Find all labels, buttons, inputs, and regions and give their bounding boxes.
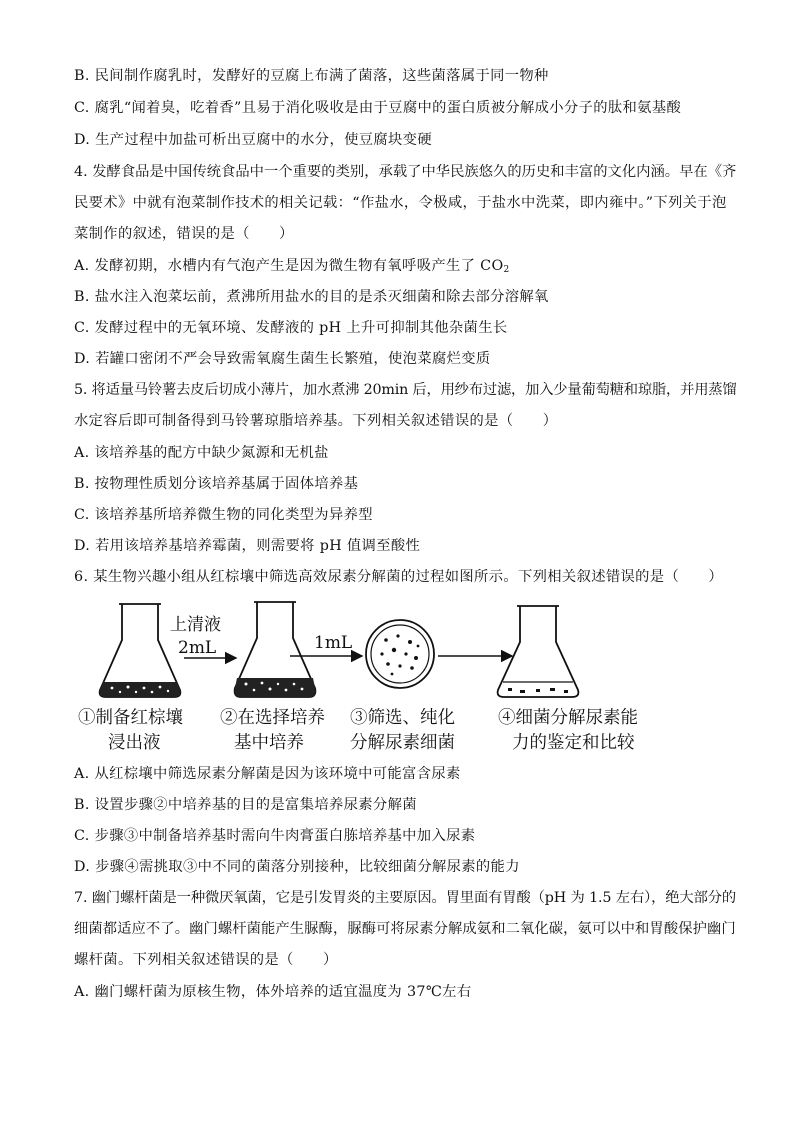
q7-option-a: A. 幽门螺杆菌为原核生物，体外培养的适宜温度为 37℃左右 (74, 984, 472, 1000)
step-2-caption-line-1: ②在选择培养 (220, 708, 325, 728)
q7-stem-line-1: 7. 幽门螺杆菌是一种微厌氧菌，它是引发胃炎的主要原因。胃里面有胃酸（pH 为 1.5 左右），绝大部分的 (74, 890, 737, 906)
flask-1-icon (100, 604, 181, 697)
petri-dish-icon (366, 620, 434, 688)
arrow-1-label-bottom: 2mL (178, 638, 217, 658)
q3-option-b: B. 民间制作腐乳时，发酵好的豆腐上布满了菌落，这些菌落属于同一物种 (74, 68, 549, 84)
q5-option-b: B. 按物理性质划分该培养基属于固体培养基 (74, 476, 359, 492)
step-3-caption-line-2: 分解尿素细菌 (350, 733, 455, 753)
flask-4-icon (498, 606, 579, 697)
q7-stem-line-2: 细菌都适应不了。幽门螺杆菌能产生脲酶，脲酶可将尿素分解成氨和二氧化碳，氨可以中和胃酸保护幽门 (74, 921, 736, 937)
step-4-caption-line-2: 力的鉴定和比较 (512, 733, 635, 753)
q6-option-d: D. 步骤④需挑取③中不同的菌落分别接种，比较细菌分解尿素的能力 (74, 859, 520, 875)
q4-option-a-subscript: 2 (503, 265, 510, 275)
q6-option-a: A. 从红棕壤中筛选尿素分解菌是因为该环境中可能富含尿素 (74, 766, 461, 782)
q3-option-c: C. 腐乳“闻着臭，吃着香”且易于消化吸收是由于豆腐中的蛋白质被分解成小分子的肽和氨基酸 (74, 100, 682, 116)
step-4-caption-line-1: ④细菌分解尿素能 (498, 708, 638, 728)
arrow-1-label-top: 上清液 (170, 615, 221, 635)
q4-stem-line-3: 菜制作的叙述，错误的是（ ） (74, 226, 294, 242)
step-1-caption-line-2: 浸出液 (108, 733, 161, 753)
q4-option-a (74, 256, 510, 280)
q4-option-b: B. 盐水注入泡菜坛前，煮沸所用盐水的目的是杀灭细菌和除去部分溶解氧 (74, 289, 549, 305)
step-3-caption-line-1: ③筛选、纯化 (350, 708, 455, 728)
flask-2-icon (235, 602, 316, 697)
q3-option-d: D. 生产过程中加盐可析出豆腐中的水分，使豆腐块变硬 (74, 132, 432, 148)
q4-option-d: D. 若罐口密闭不严会导致需氧腐生菌生长繁殖，使泡菜腐烂变质 (74, 351, 491, 367)
q5-option-d: D. 若用该培养基培养霉菌，则需要将 pH 值调至酸性 (74, 538, 421, 554)
arrow-2-label: 1mL (314, 633, 353, 653)
q5-option-c: C. 该培养基所培养微生物的同化类型为异养型 (74, 507, 373, 523)
q6-option-c: C. 步骤③中制备培养基时需向牛肉膏蛋白胨培养基中加入尿素 (74, 828, 476, 844)
q6-process-diagram (70, 598, 640, 758)
q4-option-c: C. 发酵过程中的无氧环境、发酵液的 pH 上升可抑制其他杂菌生长 (74, 320, 508, 336)
q5-option-a: A. 该培养基的配方中缺少氮源和无机盐 (74, 445, 329, 461)
q5-stem-line-1: 5. 将适量马铃薯去皮后切成小薄片，加水煮沸 20min 后，用纱布过滤，加入少量葡萄糖和琼脂，并用蒸馏 (74, 382, 737, 398)
q4-stem-line-1: 4. 发酵食品是中国传统食品中一个重要的类别，承载了中华民族悠久的历史和丰富的文化内涵。早在《齐 (74, 164, 737, 180)
step-2-caption-line-2: 基中培养 (234, 733, 304, 753)
step-1-caption-line-1: ①制备红棕壤 (78, 708, 183, 728)
q4-option-a-text: A. 发酵初期，水槽内有气泡产生是因为微生物有氧呼吸产生了 CO (74, 258, 504, 274)
q6-option-b: B. 设置步骤②中培养基的目的是富集培养尿素分解菌 (74, 797, 417, 813)
q7-stem-line-3: 螺杆菌。下列相关叙述错误的是（ ） (74, 952, 338, 968)
q6-stem: 6. 某生物兴趣小组从红棕壤中筛选高效尿素分解菌的过程如图所示。下列相关叙述错误的是（ ） (74, 569, 724, 585)
q5-stem-line-2: 水定容后即可制备得到马铃薯琼脂培养基。下列相关叙述错误的是（ ） (74, 413, 558, 429)
q4-stem-line-2: 民要术》中就有泡菜制作技术的相关记载：“作盐水，令极咸，于盐水中洗菜，即内雍中。”下列关于泡 (74, 195, 727, 211)
